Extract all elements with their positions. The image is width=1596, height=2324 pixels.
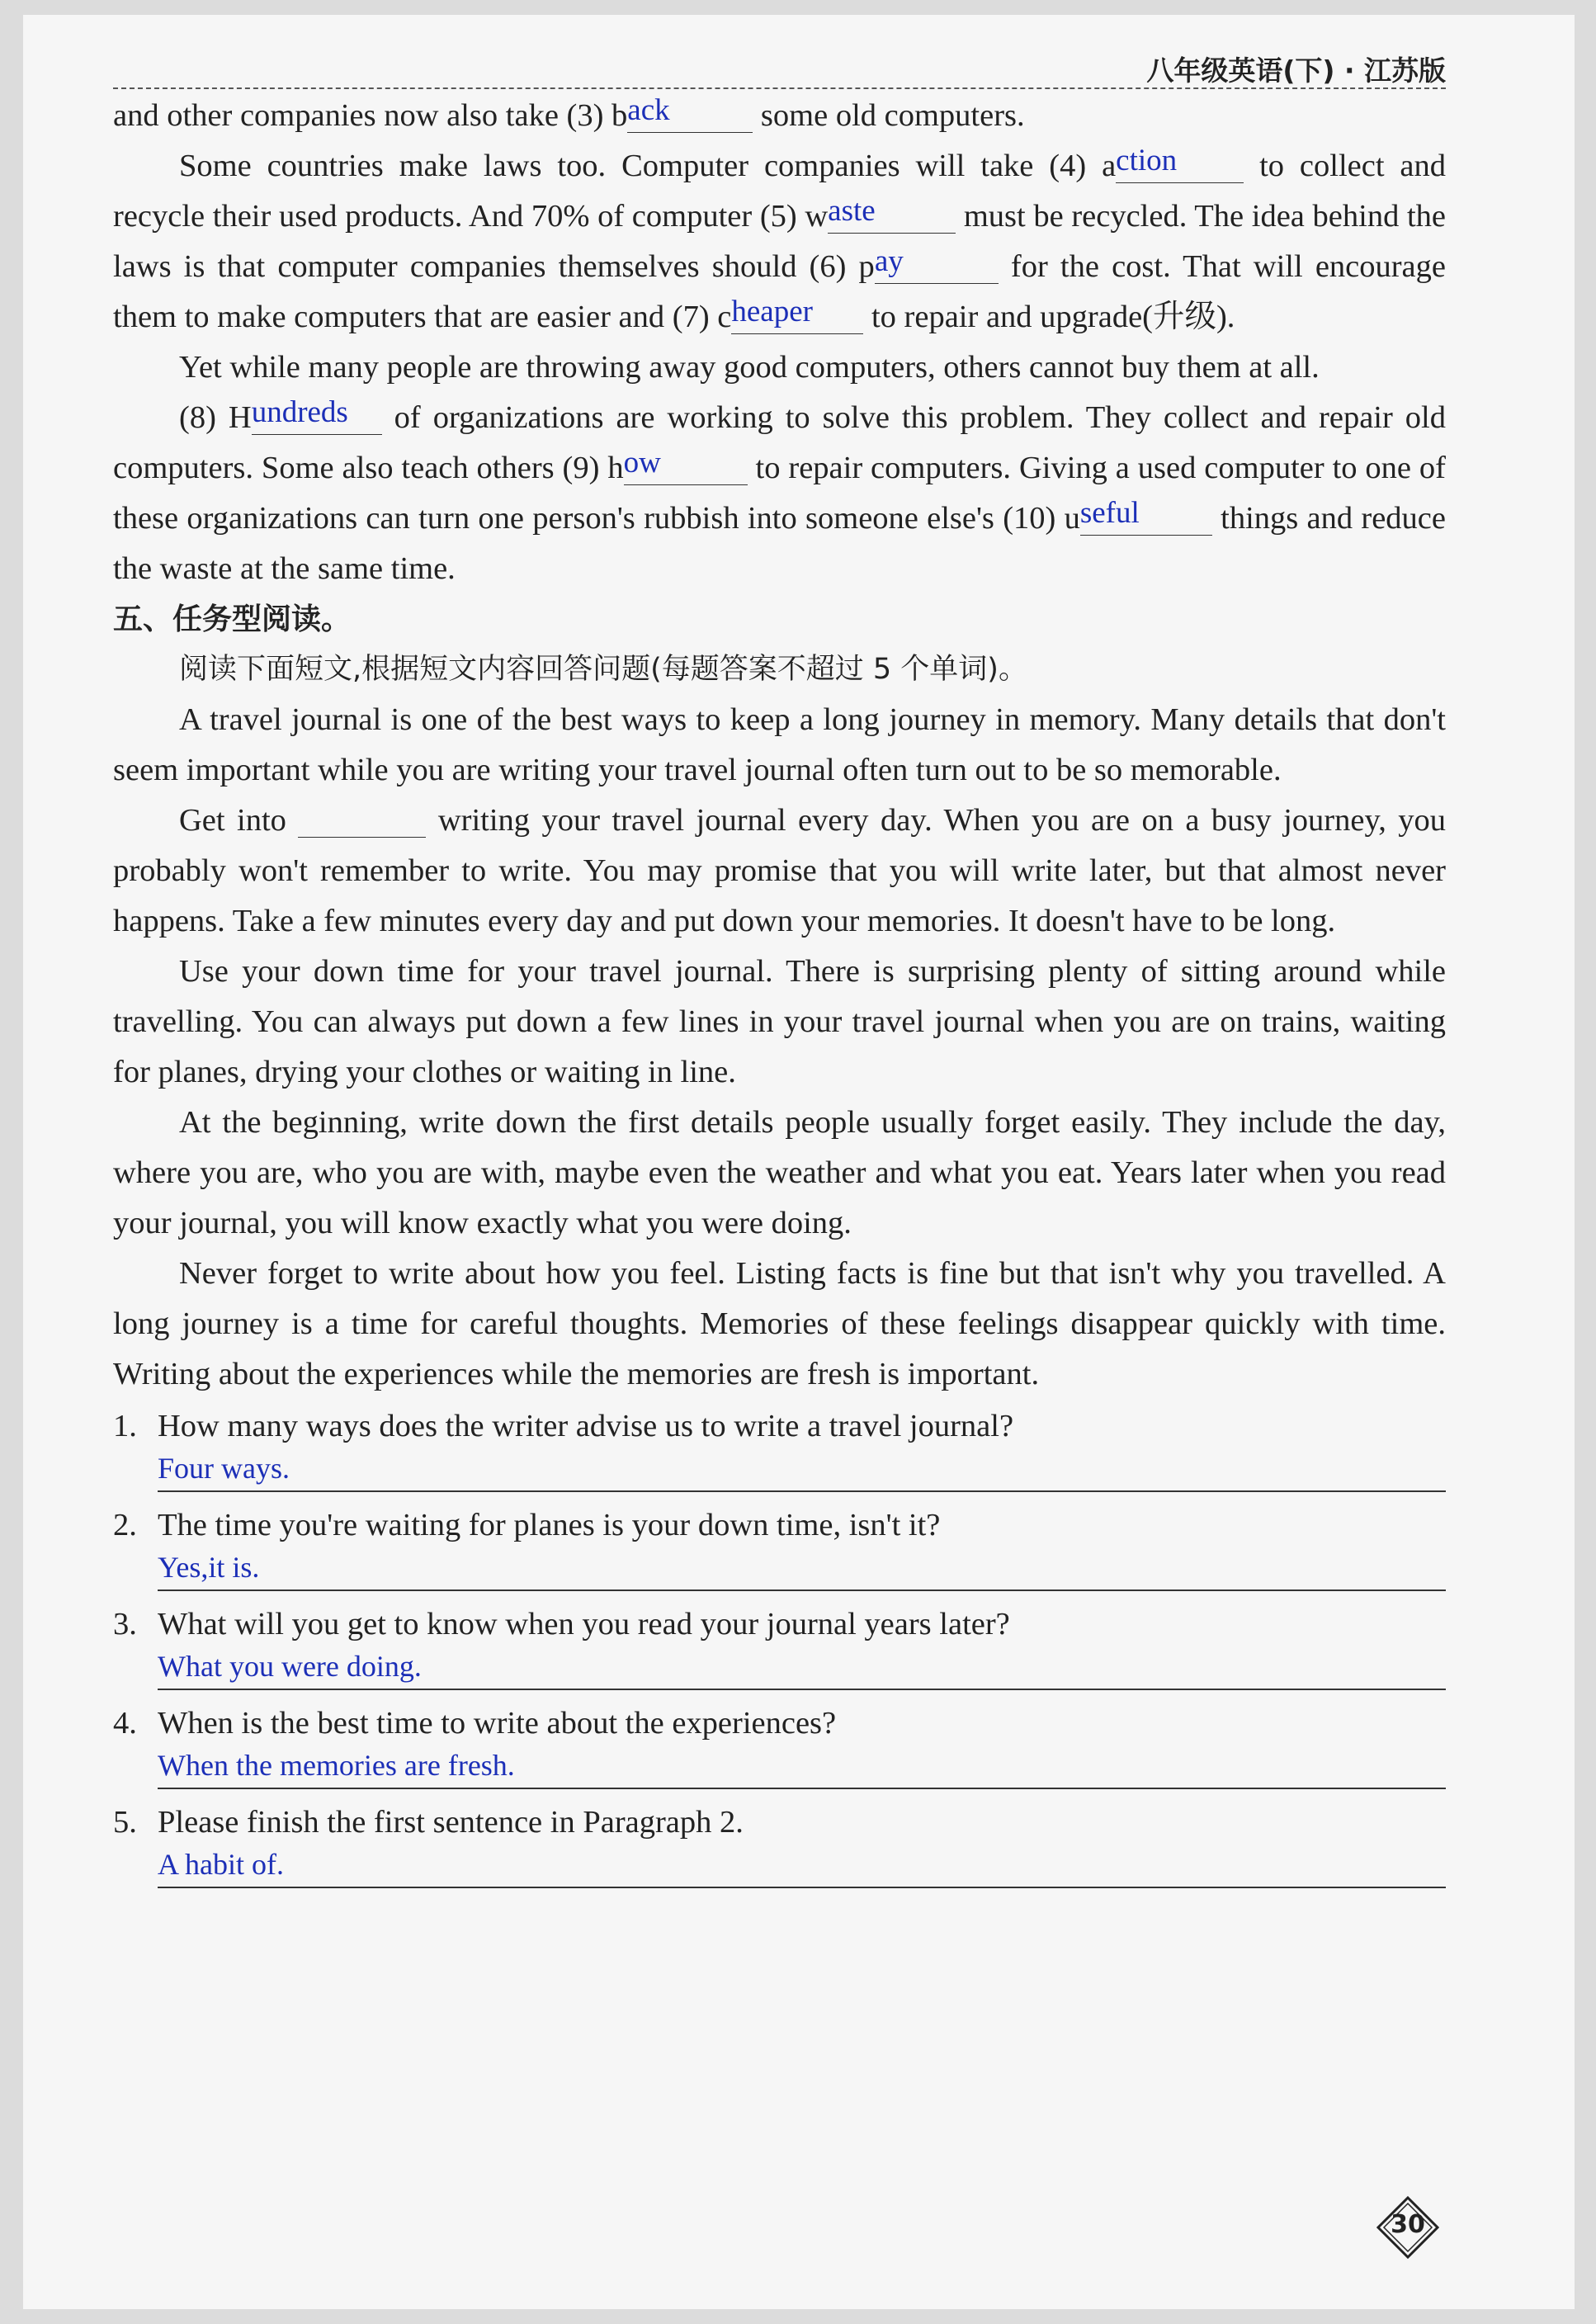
question-text: How many ways does the writer advise us to write a travel journal?: [158, 1409, 1014, 1443]
cloze-paragraph-2: Some countries make laws too. Computer companies will take (4) action to collect and recycle their used products. And 70% of computer (5) waste must be recycled. The idea behind the laws is that computer companies themselves should (6) pay for the cost. That will encourage them to make computers that are easier and (7) cheaper to repair and upgrade(升级).: [113, 144, 1447, 334]
question-5: 5. Please finish the first sentence in Paragraph 2. A habit of.: [113, 1801, 1446, 1888]
answer-10: seful: [1079, 496, 1140, 530]
passage-paragraph-5: Never forget to write about how you feel. Listing facts is fine but that isn't why you travelled. A long journey is a time for careful thoughts. Memories of these feelings disappear quickly with time. Writing about the experiences while the memories are fresh is important.: [113, 1256, 1446, 1391]
answer-line[interactable]: When the memories are fresh.: [158, 1745, 1446, 1789]
passage-paragraph-2: Get into writing your travel journal every day. When you are on a busy journey, you probably won't remember to write. You may promise that you will write later, but that almost never happens. Take a few minutes every day and put down your memories. It doesn't have to be long.: [113, 803, 1447, 938]
section-heading: 五、任务型阅读。: [113, 602, 352, 636]
answer-4: ction: [1116, 144, 1178, 177]
passage-paragraph-1: A travel journal is one of the best ways to keep a long journey in memory. Many details that don't seem important while you are writing your travel journal often turn out to be so memorable.: [113, 702, 1446, 787]
cloze-paragraph-4: (8) Hundreds of organizations are working to solve this problem. They collect and repair old computers. Some also teach others (9) how to repair computers. Giving a used computer to one of these organizations can turn one person's rubbish into someone else's (10) useful things and reduce the waste at the same time.: [113, 395, 1447, 586]
cloze-paragraph-3: Yet while many people are throwing away good computers, others cannot buy them at all.: [179, 350, 1320, 385]
question-4: 4. When is the best time to write about the experiences? When the memories are fresh.: [113, 1702, 1446, 1789]
question-3: 3. What will you get to know when you read your journal years later? What you were doing.: [113, 1603, 1446, 1690]
answer-9: ow: [623, 446, 661, 479]
section-instruction: 阅读下面短文,根据短文内容回答问题(每题答案不超过 5 个单词)。: [179, 653, 1027, 686]
content: [113, 50, 1446, 1888]
header-title: 八年级英语(下) · 江苏版: [1146, 54, 1446, 87]
answer-line[interactable]: A habit of.: [158, 1844, 1446, 1888]
blank-10: [1079, 496, 1212, 536]
blank-6: [874, 244, 999, 284]
blank-4: [1116, 144, 1244, 183]
running-header: [113, 50, 1446, 89]
question-text: The time you're waiting for planes is your down time, isn't it?: [158, 1508, 941, 1542]
question-text: When is the best time to write about the experiences?: [158, 1706, 837, 1741]
question-1: 1. How many ways does the writer advise us to write a travel journal? Four ways.: [113, 1405, 1446, 1492]
answer-5: aste: [828, 194, 876, 228]
passage-blank: [298, 805, 426, 838]
blank-3: [627, 93, 753, 133]
blank-9: [623, 446, 748, 485]
page-number: 30: [1391, 2210, 1425, 2239]
blank-5: [828, 194, 956, 234]
answer-8: undreds: [251, 395, 348, 429]
blank-7: [731, 295, 863, 334]
blank-8: [251, 395, 382, 435]
answer-line[interactable]: What you were doing.: [158, 1646, 1446, 1690]
passage-paragraph-4: At the beginning, write down the first details people usually forget easily. They include the day, where you are, who you are with, maybe even the weather and what you eat. Years later when you read your journal, you will know exactly what you were doing.: [113, 1105, 1446, 1240]
question-2: 2. The time you're waiting for planes is your down time, isn't it? Yes,it is.: [113, 1504, 1446, 1591]
question-text: What will you get to know when you read your journal years later?: [158, 1607, 1010, 1641]
answer-3: ack: [627, 93, 670, 127]
cloze-paragraph-1: and other companies now also take (3) back some old computers.: [113, 93, 1025, 133]
answer-7: heaper: [731, 295, 813, 328]
answer-line[interactable]: Four ways.: [158, 1448, 1446, 1492]
answer-line[interactable]: Yes,it is.: [158, 1547, 1446, 1591]
question-text: Please finish the first sentence in Paragraph 2.: [158, 1805, 744, 1840]
passage-paragraph-3: Use your down time for your travel journal. There is surprising plenty of sitting around while travelling. You can always put down a few lines in your travel journal when you are on trains, waiting for planes, drying your clothes or waiting in line.: [113, 954, 1446, 1089]
answer-6: ay: [874, 244, 904, 278]
